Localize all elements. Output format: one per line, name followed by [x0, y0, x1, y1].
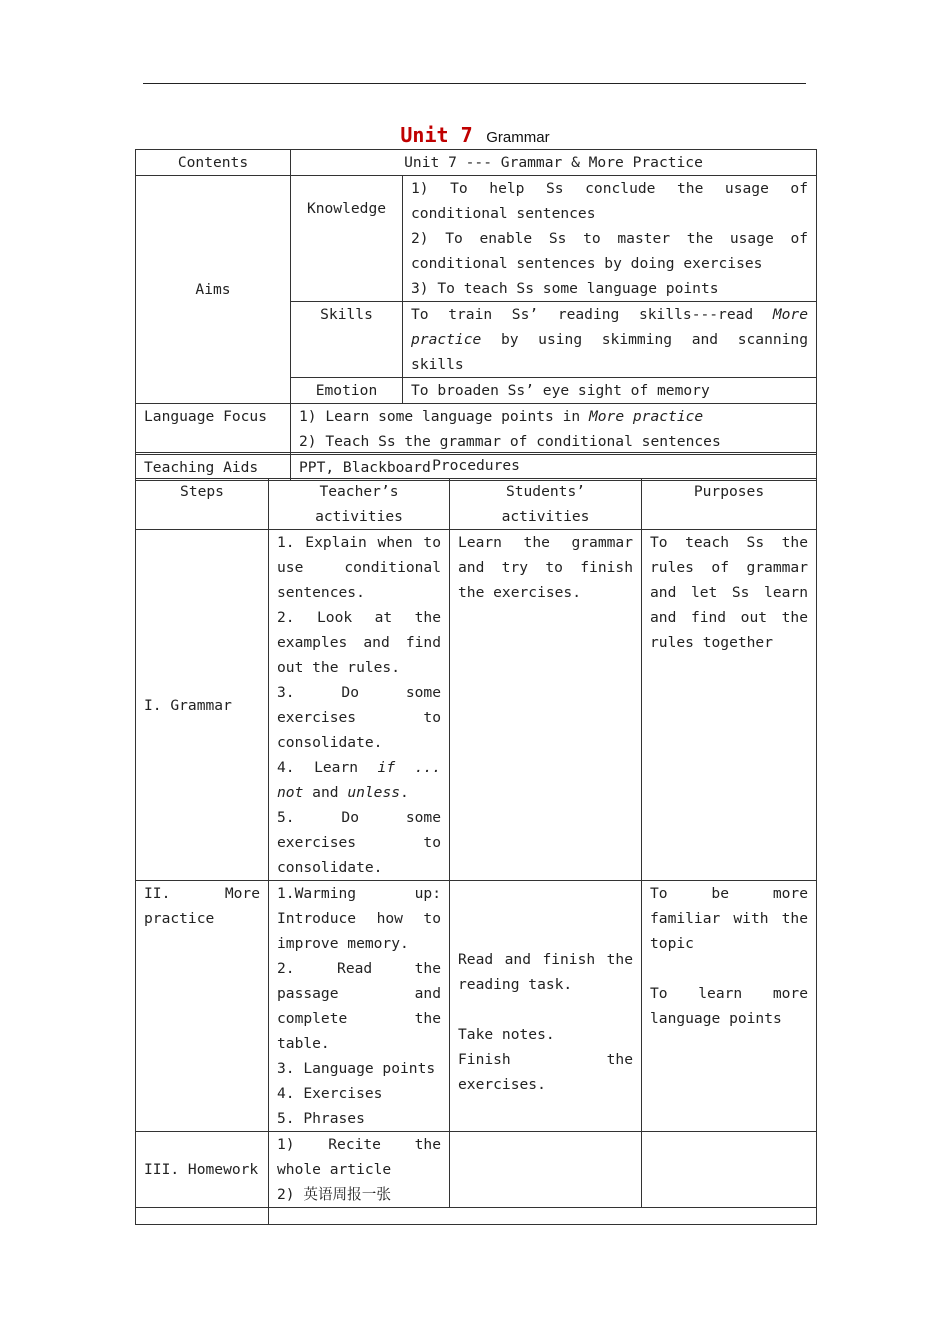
empty-cell	[136, 1208, 269, 1225]
knowledge-item: 2) To enable Ss to master the usage of conditional sentences by doing exercises	[411, 230, 809, 272]
language-focus-value	[291, 404, 817, 455]
title-unit: Unit 7	[400, 123, 473, 147]
page-title	[0, 123, 950, 147]
activity-emphasis: unless	[347, 784, 401, 801]
grammar-teacher-activities	[269, 530, 450, 881]
activity-item: 2. Look at the examples and find out the rules.	[277, 609, 441, 676]
step-more-practice: II. More practice	[136, 881, 269, 1132]
procedures-heading: Procedures	[136, 453, 817, 479]
activity-item: 1. Explain when to use conditional sentences.	[277, 534, 441, 601]
header-teacher: Teacher’s activities	[269, 479, 450, 530]
language-focus-label: Language Focus	[136, 404, 291, 455]
teaching-aids-value: PPT, Blackboard	[291, 455, 817, 481]
title-sub: Grammar	[486, 129, 550, 146]
more-practice-students-activities	[450, 881, 642, 1132]
language-focus-item: 2) Teach Ss the grammar of conditional sentences	[299, 433, 721, 450]
empty-cell	[269, 1208, 817, 1225]
homework-purposes	[642, 1132, 817, 1208]
skills-text-end: by using skimming and scanning skills	[411, 331, 809, 373]
activity-item: 4. Learn	[277, 759, 359, 776]
knowledge-label: Knowledge	[291, 176, 403, 302]
knowledge-items	[403, 176, 817, 302]
students-item: Read and finish the reading task.	[458, 951, 633, 993]
grammar-purposes: To teach Ss the rules of grammar and let Ss learn and find out the rules together	[642, 530, 817, 881]
activity-item: 5. Phrases	[277, 1110, 365, 1127]
homework-teacher-activities	[269, 1132, 450, 1208]
header-purposes: Purposes	[642, 479, 817, 530]
teaching-aids-label: Teaching Aids	[136, 455, 291, 481]
skills-text: To train Ss’ reading skills---read	[411, 306, 754, 323]
activity-item: 1) Recite the whole article	[277, 1136, 441, 1178]
emotion-value: To broaden Ss’ eye sight of memory	[403, 378, 817, 404]
activity-item: 3. Do some exercises to consolidate.	[277, 684, 441, 751]
overview-table	[135, 149, 817, 481]
knowledge-item: 3) To teach Ss some language points	[411, 280, 719, 297]
more-practice-teacher-activities	[269, 881, 450, 1132]
activity-item: and	[312, 784, 339, 801]
step-homework: III. Homework	[136, 1132, 269, 1208]
activity-item: .	[400, 784, 409, 801]
students-item: Finish the exercises.	[458, 1051, 633, 1093]
skills-label: Skills	[291, 302, 403, 378]
more-practice-purposes	[642, 881, 817, 1132]
skills-value	[403, 302, 817, 378]
activity-item: 2) 英语周报一张	[277, 1186, 391, 1203]
emotion-label: Emotion	[291, 378, 403, 404]
header-steps: Steps	[136, 479, 269, 530]
grammar-students-activities: Learn the grammar and try to finish the exercises.	[450, 530, 642, 881]
aims-label: Aims	[136, 176, 291, 404]
homework-students-activities	[450, 1132, 642, 1208]
header-students: Students’ activities	[450, 479, 642, 530]
activity-item: 4. Exercises	[277, 1085, 383, 1102]
purpose-item: To learn more language points	[650, 985, 808, 1027]
skills-emphasis: More practice	[411, 306, 809, 348]
activity-item: 3. Language points	[277, 1060, 436, 1077]
contents-value: Unit 7 --- Grammar & More Practice	[291, 150, 817, 176]
knowledge-item: 1) To help Ss conclude the usage of conditional sentences	[411, 180, 809, 222]
activity-item: 1.Warming up: Introduce how to improve memory.	[277, 885, 441, 952]
purpose-item: To be more familiar with the topic	[650, 885, 808, 952]
activity-item: 2. Read the passage and complete the table.	[277, 960, 441, 1052]
students-item: Take notes.	[458, 1026, 555, 1043]
language-focus-emphasis: More practice	[588, 408, 704, 425]
header-rule	[143, 83, 806, 84]
procedures-table	[135, 452, 817, 1225]
activity-emphasis: if ... not	[277, 759, 441, 801]
contents-label: Contents	[136, 150, 291, 176]
step-grammar: I. Grammar	[136, 530, 269, 881]
activity-item: 5. Do some exercises to consolidate.	[277, 809, 441, 876]
language-focus-item: 1) Learn some language points in	[299, 408, 581, 425]
